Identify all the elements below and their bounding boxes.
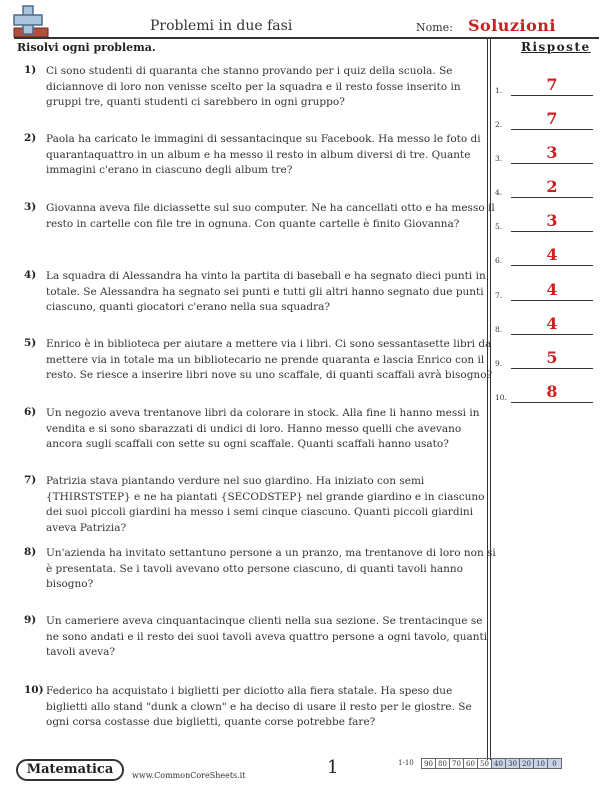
answer-number: 4.: [495, 188, 503, 197]
footer-url[interactable]: www.CommonCoreSheets.it: [132, 771, 246, 780]
problem-number: 3): [24, 201, 37, 213]
problem-text: Un negozio aveva trentanove libri da colorare in stock. Alla fine li hanno messi in vendita e si sono sbarazzati di undici di loro. Hanno messo quelli che avevano ancora sugli scaffali con sette su ogni scaffale. Quanti scaffali hanno usato?: [46, 407, 480, 450]
answer-number: 7.: [495, 291, 503, 300]
answer-line: [511, 163, 593, 164]
problem-number: 1): [24, 64, 37, 76]
name-value: Soluzioni: [468, 16, 556, 35]
problem-text: Un'azienda ha invitato settantuno persone a un pranzo, ma trentanove di loro non si è presentata. Se i tavoli avevano otto persone ciascuno, di quanti tavoli hanno bisogno?: [46, 547, 496, 590]
score-label: 1-10: [398, 759, 414, 767]
problem-text: Paola ha caricato le immagini di sessantacinque su Facebook. Ha messo le foto di quarantaquattro in un album e ha messo il resto in album diversi di tre. Quante immagini c'erano in ciascuno degli album tre?: [46, 133, 481, 176]
answer-number: 2.: [495, 120, 503, 129]
answer-number: 1.: [495, 86, 503, 95]
answer-slot[interactable]: [495, 380, 595, 404]
score-cell: 20: [519, 758, 534, 769]
problem-text: La squadra di Alessandra ha vinto la partita di baseball e ha segnato dieci punti in totale. Se Alessandra ha segnato sei punti e tutti gli altri hanno segnato due punti ciascuno, quanti giocatori c'erano nella sua squadra?: [46, 270, 486, 313]
score-cell: 50: [477, 758, 492, 769]
plus-book-icon: [10, 4, 50, 40]
page-number: 1: [327, 757, 339, 778]
answers-heading: Risposte: [521, 40, 591, 54]
score-cell: 80: [435, 758, 450, 769]
answer-value: 4: [546, 314, 558, 333]
answer-line: [511, 368, 593, 369]
answer-slot[interactable]: [495, 278, 595, 302]
answer-value: 2: [546, 177, 558, 196]
answer-value: 4: [546, 245, 558, 264]
answer-value: 4: [546, 280, 558, 299]
problem-text: Federico ha acquistato i biglietti per diciotto alla fiera statale. Ha speso due biglietti allo stand "dunk a clown" e ha deciso di usare il resto per le giostre. Se ogni corsa costasse due biglietti, quante corse potrebbe fare?: [46, 685, 472, 728]
answer-slot[interactable]: [495, 243, 595, 267]
answer-line: [511, 265, 593, 266]
problem-number: 5): [24, 337, 37, 349]
answer-line: [511, 95, 593, 96]
answer-slot[interactable]: [495, 107, 595, 131]
answer-value: 7: [546, 75, 558, 94]
problem-number: 9): [24, 614, 37, 626]
problem-number: 10): [24, 684, 44, 696]
header-divider: [14, 37, 599, 39]
subject-badge: Matematica: [16, 759, 124, 781]
score-cell: 70: [449, 758, 464, 769]
answer-value: 5: [546, 348, 558, 367]
answer-line: [511, 129, 593, 130]
answer-number: 5.: [495, 222, 503, 231]
answer-number: 10.: [495, 393, 507, 402]
answer-line: [511, 300, 593, 301]
answer-slot[interactable]: [495, 73, 595, 97]
problem-text: Giovanna aveva file diciassette sul suo computer. Ne ha cancellati otto e ha messo il resto in cartelle con file tre in ognuna. Con quante cartelle è finito Giovanna?: [46, 202, 495, 230]
answer-number: 9.: [495, 359, 503, 368]
score-cell: 40: [491, 758, 506, 769]
problem-number: 8): [24, 546, 37, 558]
problem-text: Enrico è in biblioteca per aiutare a mettere via i libri. Ci sono sessantasette libri da mettere via in totale ma un bibliotecario ne prende quaranta e lascia Enrico con il resto. Se riesce a inserire libri nove su uno scaffale, di quanti scaffali avrà bisogno?: [46, 338, 493, 381]
answer-value: 8: [546, 382, 558, 401]
problem-number: 4): [24, 269, 37, 281]
answer-slot[interactable]: [495, 175, 595, 199]
score-cell: 10: [533, 758, 548, 769]
name-label: Nome:: [416, 21, 453, 34]
problem-text: Un cameriere aveva cinquantacinque clienti nella sua sezione. Se trentacinque se ne sono andati e il resto dei suoi tavoli aveva quattro persone a ogni tavolo, quanti tavoli aveva?: [46, 615, 488, 658]
answer-line: [511, 231, 593, 232]
answer-number: 8.: [495, 325, 503, 334]
answer-slot[interactable]: [495, 346, 595, 370]
answer-value: 7: [546, 109, 558, 128]
score-cell: 30: [505, 758, 520, 769]
answer-number: 3.: [495, 154, 503, 163]
score-cell: 60: [463, 758, 478, 769]
answer-line: [511, 334, 593, 335]
answer-line: [511, 197, 593, 198]
problem-number: 6): [24, 406, 37, 418]
score-cell: 90: [421, 758, 436, 769]
score-cell: 0: [547, 758, 562, 769]
answer-slot[interactable]: [495, 209, 595, 233]
instructions: Risolvi ogni problema.: [17, 41, 156, 54]
problem-text: Ci sono studenti di quaranta che stanno provando per i quiz della scuola. Se diciannove di loro non venisse scelto per la squadra e il resto fosse inserito in gruppi tre, quanti studenti ci sarebbero in ogni gruppo?: [46, 65, 461, 108]
answer-slot[interactable]: [495, 141, 595, 165]
page-title: Problemi in due fasi: [150, 18, 293, 34]
problem-text: Patrizia stava piantando verdure nel suo giardino. Ha iniziato con semi {THIRSTSTEP} e ne ha piantati {SECODSTEP} nel grande giardino e in ciascuno dei suoi piccoli giardini ha messo i semi cinque ciascuno. Quanti piccoli giardini aveva Patrizia?: [46, 475, 485, 534]
answer-value: 3: [546, 211, 558, 230]
score-table: [398, 758, 562, 769]
answer-line: [511, 402, 593, 403]
answer-value: 3: [546, 143, 558, 162]
answer-slot[interactable]: [495, 312, 595, 336]
answer-number: 6.: [495, 256, 503, 265]
problem-number: 7): [24, 474, 37, 486]
problem-number: 2): [24, 132, 37, 144]
